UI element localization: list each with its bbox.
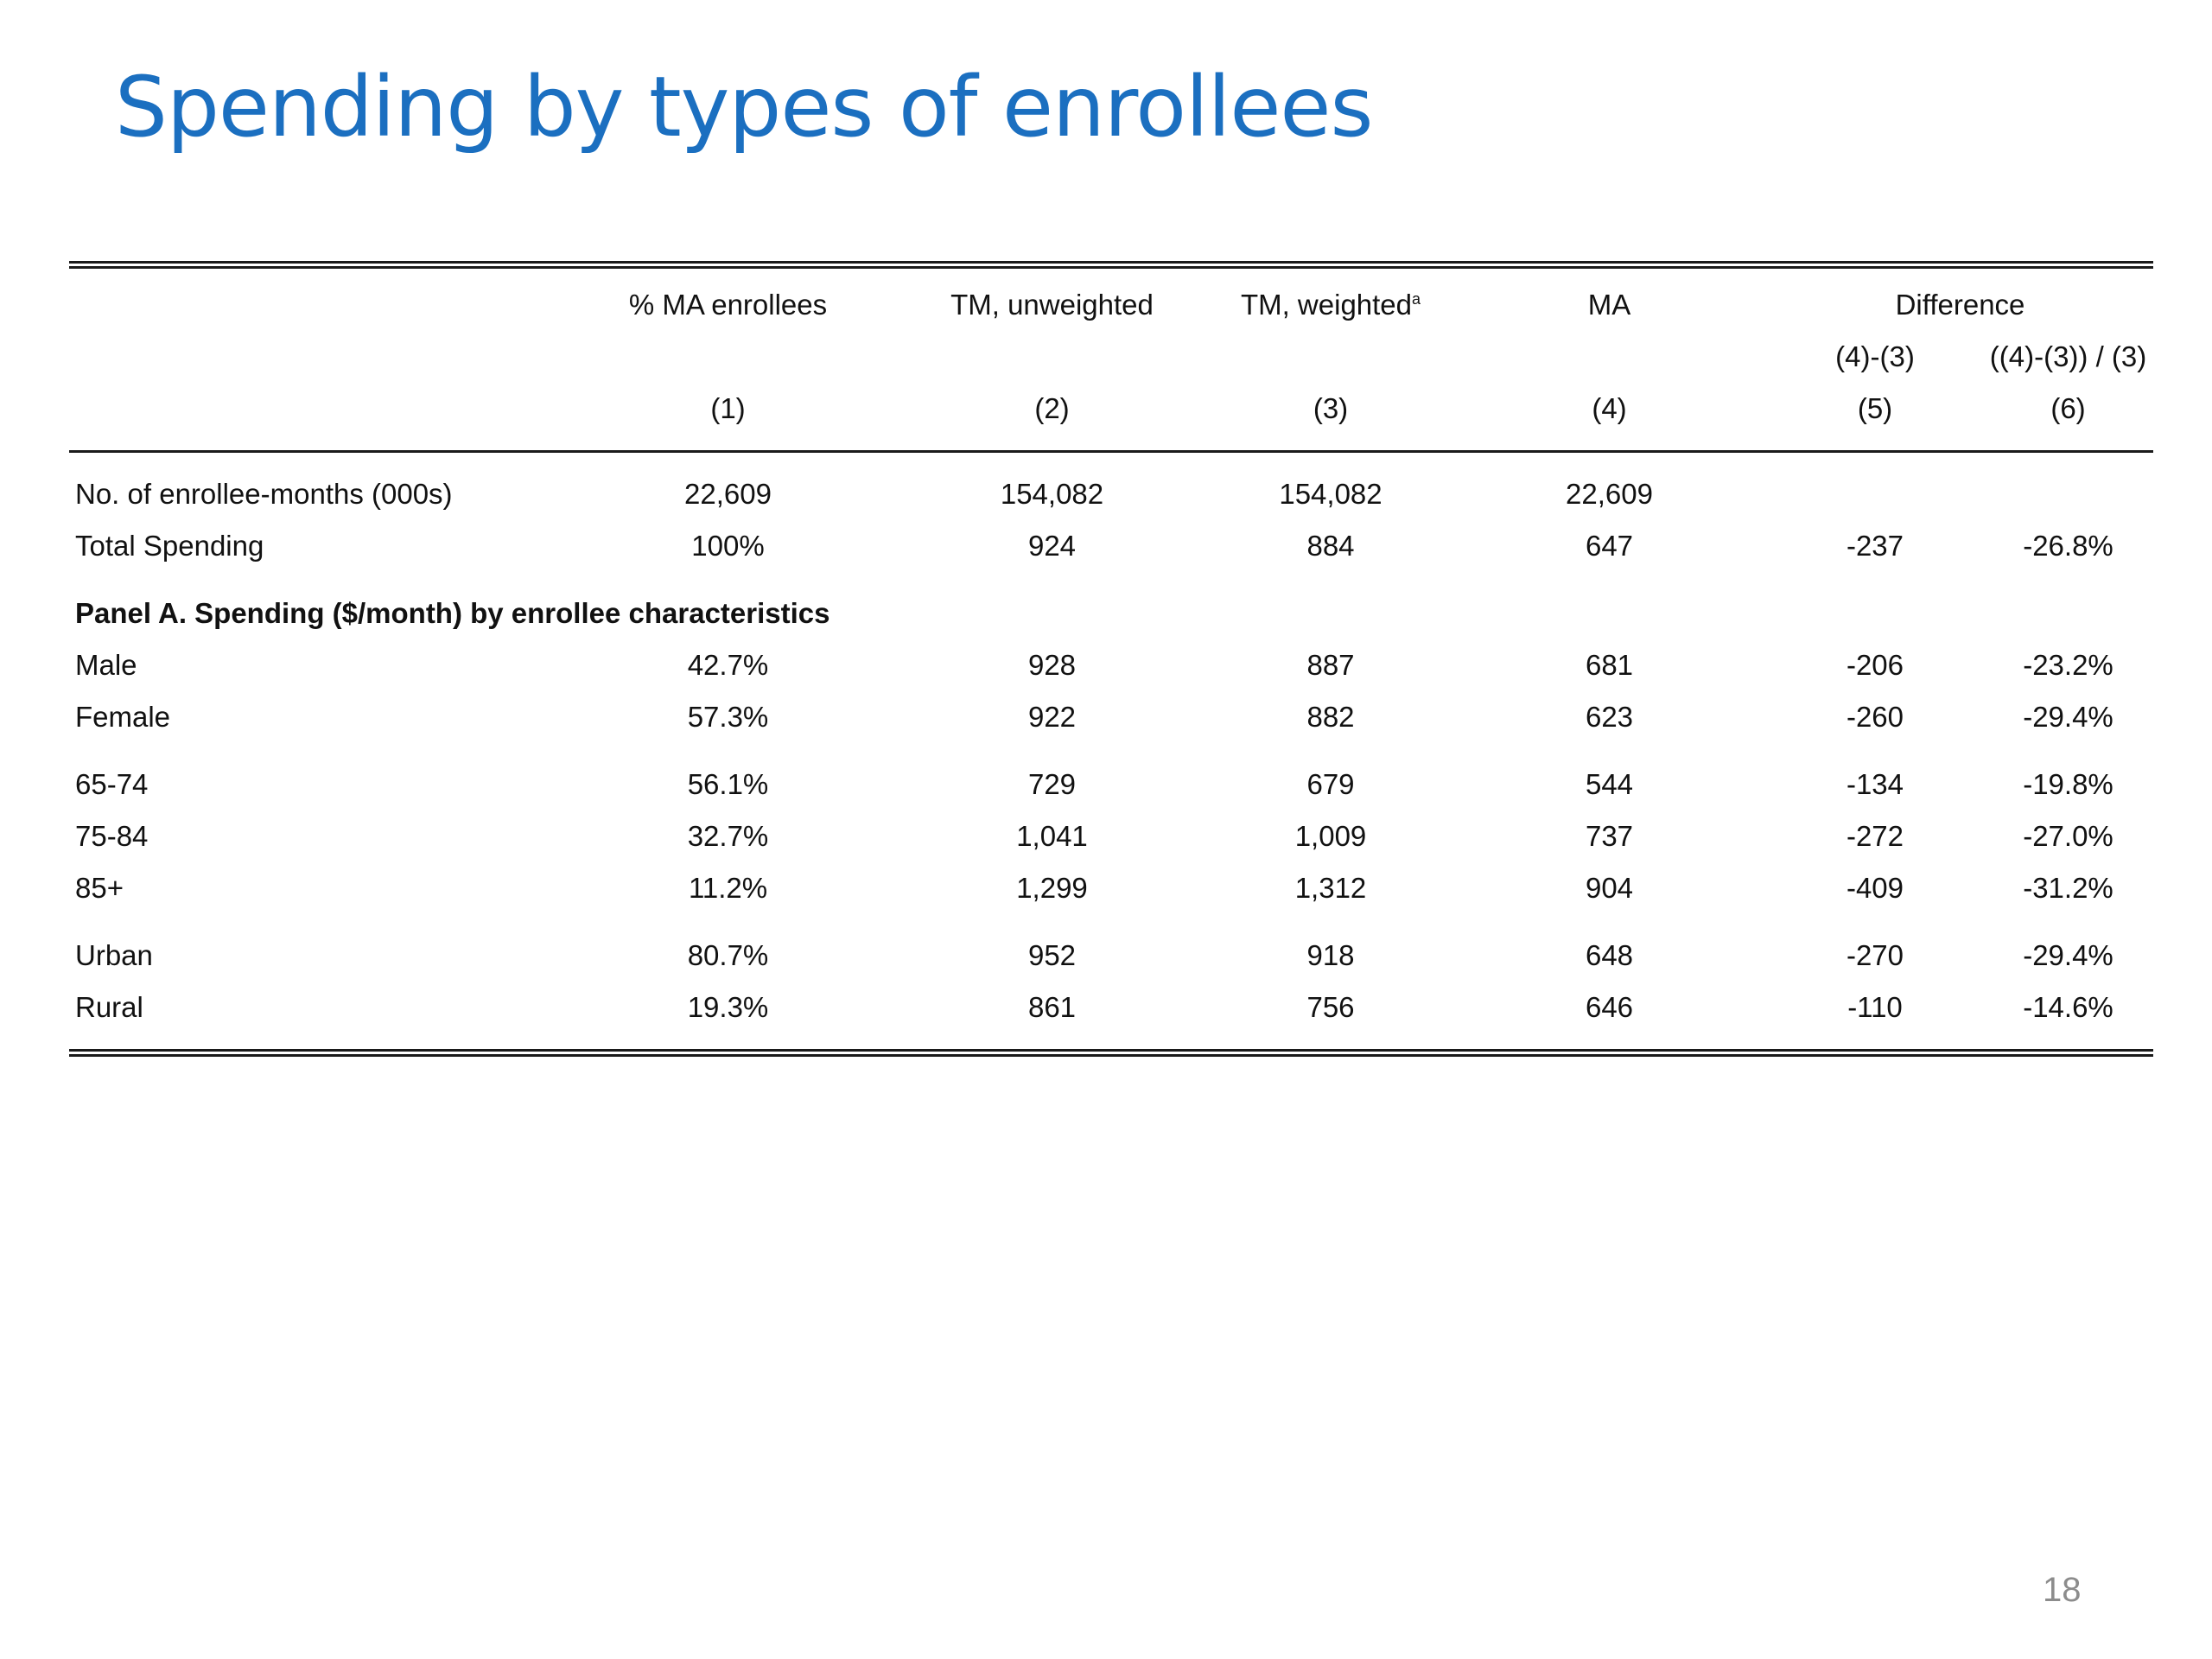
header-difference: Difference xyxy=(1895,289,2025,321)
header-row-numbers xyxy=(69,383,2153,435)
row-label: No. of enrollee-months (000s) xyxy=(75,478,453,510)
cell-tm-weighted: 1,312 xyxy=(1294,872,1367,904)
header-col3-text: TM, weighted xyxy=(1240,289,1413,321)
panel-a-heading-row xyxy=(69,588,2153,639)
cell-diff-pct: -31.2% xyxy=(2023,872,2113,904)
cell-diff: -272 xyxy=(1846,820,1904,852)
table-row xyxy=(69,810,2153,862)
cell-ma: 544 xyxy=(1585,768,1634,800)
cell-ma: 646 xyxy=(1585,991,1634,1023)
cell-diff: -260 xyxy=(1846,701,1904,733)
cell-pct-ma: 19.3% xyxy=(687,991,769,1023)
header-num1: (1) xyxy=(710,392,746,424)
header-col4: MA xyxy=(1587,289,1631,321)
cell-pct-ma: 100% xyxy=(691,530,765,562)
cell-diff-pct: -23.2% xyxy=(2023,649,2113,681)
cell-tm-weighted: 154,082 xyxy=(1279,478,1382,510)
header-row-formulas xyxy=(69,331,2153,383)
cell-tm-unweighted: 1,299 xyxy=(1016,872,1088,904)
header-num3: (3) xyxy=(1313,392,1349,424)
cell-pct-ma: 22,609 xyxy=(684,478,772,510)
cell-ma: 647 xyxy=(1585,530,1634,562)
table-row xyxy=(69,982,2153,1033)
cell-tm-unweighted: 861 xyxy=(1027,991,1077,1023)
row-label: 85+ xyxy=(75,872,124,904)
cell-tm-unweighted: 922 xyxy=(1027,701,1077,733)
cell-diff: -237 xyxy=(1846,530,1904,562)
cell-tm-weighted: 882 xyxy=(1306,701,1355,733)
cell-diff-pct: -26.8% xyxy=(2023,530,2113,562)
cell-tm-weighted: 887 xyxy=(1306,649,1355,681)
cell-ma: 681 xyxy=(1585,649,1634,681)
header-num6: (6) xyxy=(2050,392,2086,424)
row-label: 75-84 xyxy=(75,820,149,852)
row-label: Rural xyxy=(75,991,143,1023)
cell-ma: 623 xyxy=(1585,701,1634,733)
cell-diff-pct: -19.8% xyxy=(2023,768,2113,800)
header-num5: (5) xyxy=(1857,392,1893,424)
panel-a-heading: Panel A. Spending ($/month) by enrollee characteristics xyxy=(75,597,830,629)
row-label: Urban xyxy=(75,939,153,971)
cell-diff-pct: -29.4% xyxy=(2023,701,2113,733)
table-row xyxy=(69,468,2153,520)
cell-tm-unweighted: 928 xyxy=(1027,649,1077,681)
cell-tm-weighted: 918 xyxy=(1306,939,1355,971)
table-row xyxy=(69,639,2153,691)
cell-diff: -110 xyxy=(1847,991,1903,1023)
cell-ma: 737 xyxy=(1585,820,1634,852)
cell-ma: 22,609 xyxy=(1566,478,1653,510)
spending-table xyxy=(69,261,2153,1057)
header-col3-superscript: a xyxy=(1412,290,1421,308)
cell-pct-ma: 57.3% xyxy=(687,701,769,733)
cell-tm-unweighted: 1,041 xyxy=(1016,820,1088,852)
header-num2: (2) xyxy=(1034,392,1070,424)
cell-pct-ma: 11.2% xyxy=(688,872,768,904)
cell-tm-unweighted: 154,082 xyxy=(1000,478,1104,510)
header-row-titles xyxy=(69,279,2153,331)
row-label: 65-74 xyxy=(75,768,149,800)
header-col5-formula: (4)-(3) xyxy=(1835,340,1915,372)
cell-diff: -409 xyxy=(1846,872,1904,904)
cell-pct-ma: 80.7% xyxy=(687,939,769,971)
table-top-rule xyxy=(69,261,2153,269)
table-row xyxy=(69,930,2153,982)
cell-tm-unweighted: 729 xyxy=(1027,768,1077,800)
cell-diff-pct: -14.6% xyxy=(2023,991,2113,1023)
cell-diff-pct: -27.0% xyxy=(2023,820,2113,852)
cell-diff: -134 xyxy=(1846,768,1904,800)
row-label: Male xyxy=(75,649,137,681)
cell-tm-weighted: 679 xyxy=(1306,768,1355,800)
header-num4: (4) xyxy=(1592,392,1627,424)
cell-tm-weighted: 884 xyxy=(1306,530,1355,562)
cell-diff: -270 xyxy=(1846,939,1904,971)
cell-pct-ma: 42.7% xyxy=(687,649,769,681)
cell-ma: 648 xyxy=(1585,939,1634,971)
cell-tm-unweighted: 924 xyxy=(1027,530,1077,562)
cell-pct-ma: 56.1% xyxy=(687,768,769,800)
cell-tm-unweighted: 952 xyxy=(1027,939,1077,971)
table-row xyxy=(69,862,2153,914)
cell-tm-weighted: 1,009 xyxy=(1294,820,1367,852)
row-label: Total Spending xyxy=(75,530,264,562)
cell-ma: 904 xyxy=(1585,872,1634,904)
table-row xyxy=(69,759,2153,810)
table-bottom-rule xyxy=(69,1049,2153,1057)
row-label: Female xyxy=(75,701,171,733)
cell-pct-ma: 32.7% xyxy=(687,820,769,852)
cell-tm-weighted: 756 xyxy=(1306,991,1355,1023)
cell-diff-pct: -29.4% xyxy=(2023,939,2113,971)
header-col3 xyxy=(1210,289,1452,321)
table-row xyxy=(69,691,2153,743)
header-col6-formula: ((4)-(3)) / (3) xyxy=(1989,340,2147,372)
cell-diff: -206 xyxy=(1846,649,1904,681)
header-col2: TM, unweighted xyxy=(950,289,1154,321)
header-col1: % MA enrollees xyxy=(628,289,828,321)
table-row xyxy=(69,520,2153,572)
page-number: 18 xyxy=(2043,1571,2082,1609)
slide-title: Spending by types of enrollees xyxy=(115,59,1373,156)
